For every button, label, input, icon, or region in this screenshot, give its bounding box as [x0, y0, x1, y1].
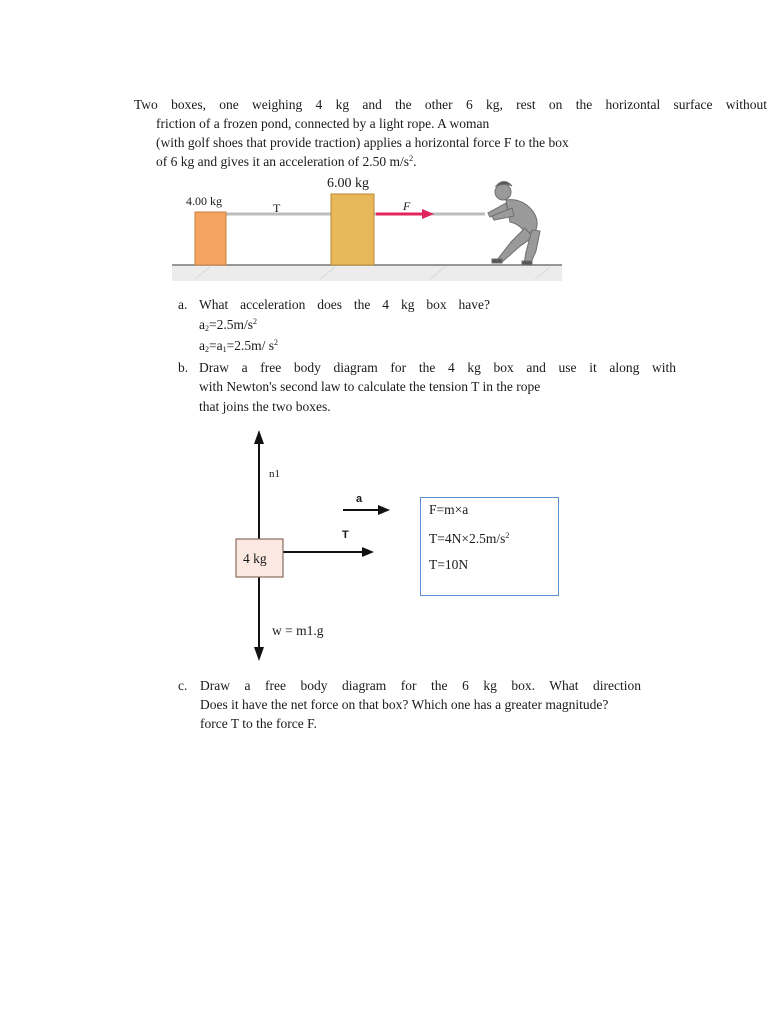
question-c-marker: c. — [178, 678, 188, 693]
question-b-line-3: that joins the two boxes. — [199, 399, 331, 414]
fbd-acceleration-label: a — [356, 493, 363, 505]
tension-label: T — [273, 201, 281, 215]
equation-1: F=m×a — [429, 502, 469, 517]
intro-line-2: friction of a frozen pond, connected by a light rope. A woman — [156, 116, 490, 131]
box-small-label: 4.00 kg — [186, 194, 222, 208]
box-large-label: 6.00 kg — [327, 176, 369, 191]
answer-a-line-2: $a_2=a_1=2.5m/$ $s^2$ — [199, 338, 278, 354]
equation-3: T=10N — [429, 557, 469, 572]
fbd-tension-label: T — [342, 529, 349, 541]
fbd-normal-label: n1 — [269, 468, 280, 480]
tension-force-arrowhead — [362, 547, 374, 557]
question-b-line-2: with Newton's second law to calculate the tension T in the rope — [199, 379, 541, 394]
question-c-line-1: Draw a free body diagram for the 6 kg box. What direction — [200, 678, 641, 693]
weight-force-arrowhead — [254, 647, 264, 661]
question-c-line-2: Does it have the net force on that box? Which one has a greater magnitude? — [200, 697, 609, 712]
force-label: F — [403, 199, 411, 213]
equation-2: $T=4N\times 2.5m/s^2$ — [429, 531, 510, 546]
equation-box — [420, 497, 559, 596]
normal-force-arrowhead — [254, 430, 264, 444]
intro-line-3: (with golf shoes that provide traction) applies a horizontal force F to the box — [156, 135, 569, 150]
fbd-weight-label: w = m1.g — [272, 623, 324, 638]
question-b-line-1: Draw a free body diagram for the 4 kg box and use it along with — [199, 360, 676, 375]
question-a-text: What acceleration does the 4 kg box have? — [199, 297, 490, 312]
acceleration-arrowhead — [378, 505, 390, 515]
question-c-line-3: force T to the force F. — [200, 716, 317, 731]
question-b-marker: b. — [178, 360, 189, 375]
question-a-marker: a. — [178, 297, 188, 312]
intro-line-1: Two boxes, one weighing 4 kg and the other 6 kg, rest on the horizontal surface without — [134, 97, 767, 112]
fbd-box-label: 4 kg — [243, 551, 267, 566]
intro-line-4: of 6 kg and gives it an acceleration of 2.50 $m/s^2$. — [156, 154, 417, 169]
answer-a-line-1: $a_2=2.5m/s^2$ — [199, 317, 257, 333]
